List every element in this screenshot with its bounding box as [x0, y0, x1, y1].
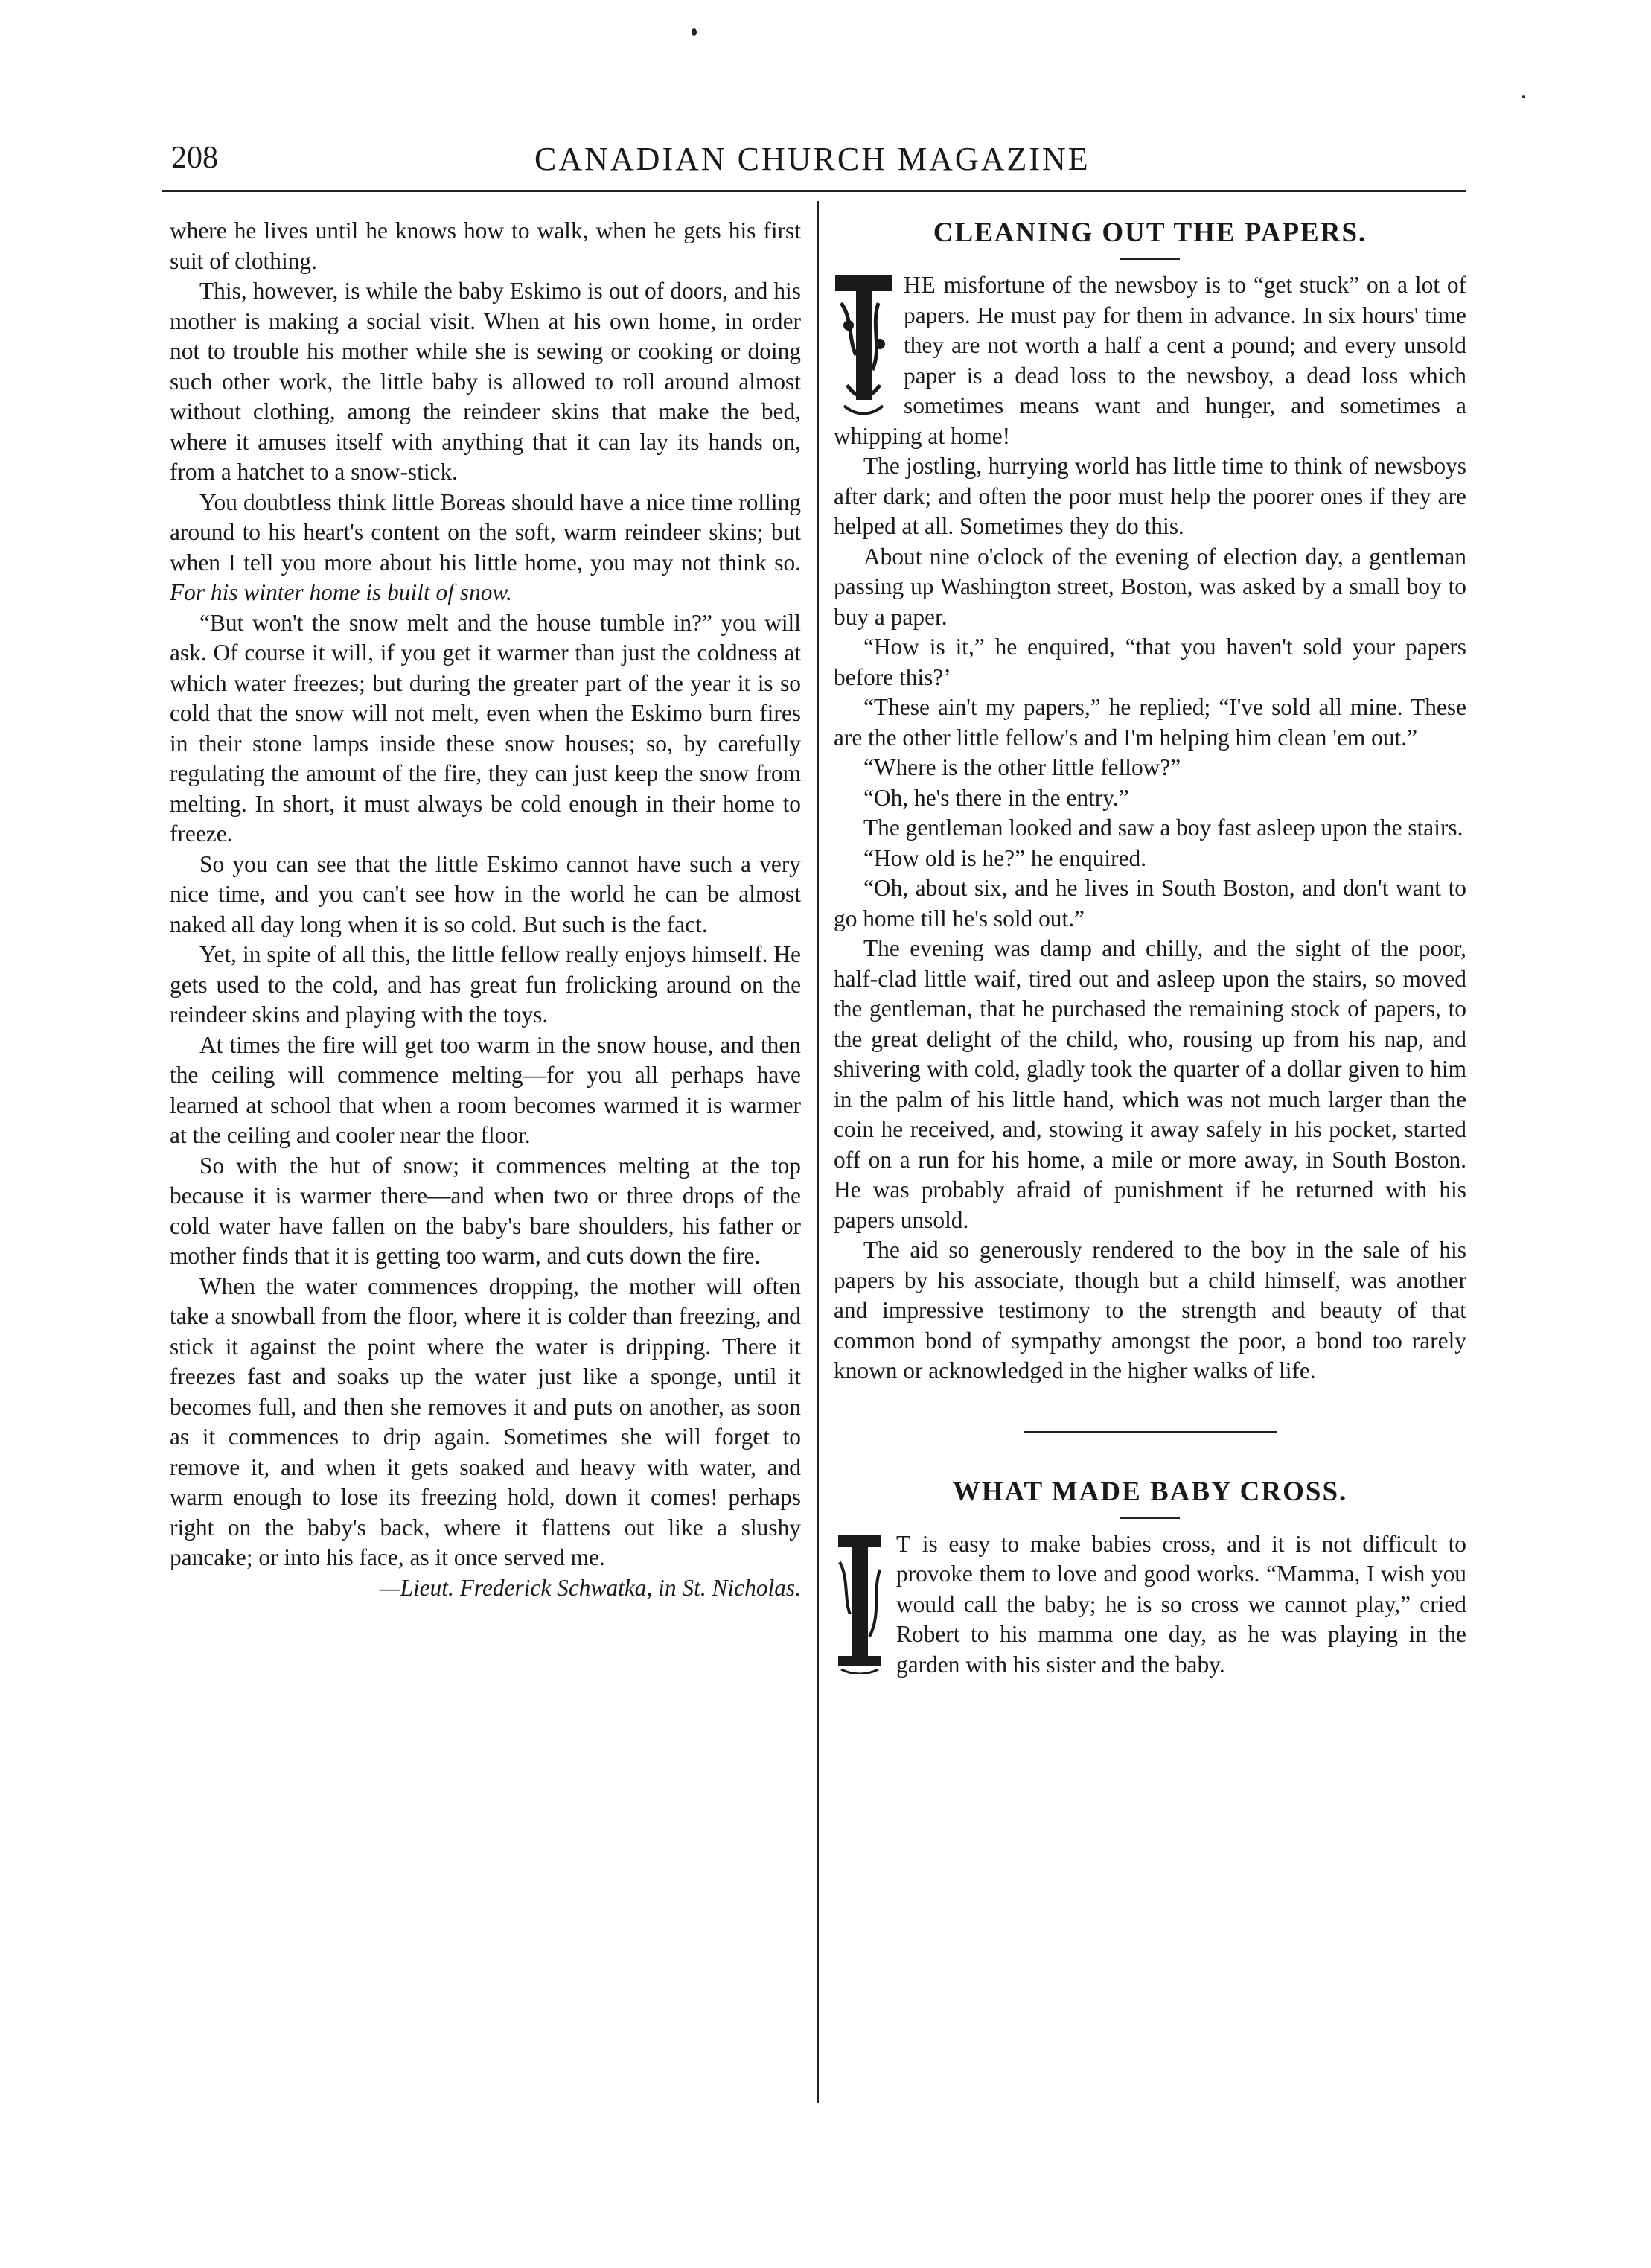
ornamental-dropcap	[834, 273, 893, 418]
header-rule	[162, 190, 1466, 192]
first-word: HE	[904, 272, 936, 298]
right-column	[834, 216, 1466, 1680]
paragraph: The gentleman looked and saw a boy fast asleep upon the stairs.	[863, 815, 1463, 841]
page-number: 208	[171, 141, 218, 175]
article-title: WHAT MADE BABY CROSS.	[952, 1476, 1348, 1507]
ornamental-dropcap	[834, 1532, 886, 1674]
paragraph: where he lives until he knows how to walk, when he gets his first suit of clothing.	[170, 217, 801, 274]
title-rule	[1120, 258, 1180, 260]
dropcap-letter	[834, 269, 893, 403]
paragraph: “How old is he?” he enquired.	[863, 844, 1147, 871]
paragraph: At times the fire will get too warm in the snow house, and then the ceiling will commence melting—for you all perhaps have learned at school that when a room becomes warmed it is warmer at the ceiling and cooler near the floor.	[170, 1031, 801, 1148]
paragraph	[170, 488, 801, 608]
paragraph: When the water commences dropping, the mother will often take a snowball from the floor, where it is colder than freezing, and stick it against the point where the water is dripping. There it freezes fast and soaks up the water just like a sponge, until it becomes full, and then she removes it and puts on another, as soon as it commences to drip again. Sometimes she will forget to remove it, and when it gets soaked and heavy with water, and warm enough to lose its freezing hold, down it comes! perhaps right on the baby's back, where it flattens out like a slushy pancake; or into his face, as it once served me.	[170, 1272, 801, 1570]
title-rule	[1120, 1517, 1180, 1519]
print-speck	[692, 28, 697, 36]
left-column	[170, 216, 801, 1603]
paragraph: So with the hut of snow; it commences melting at the top because it is warmer there—and when two or three drops of the cold water have fallen on the baby's bare shoulders, his father or mother finds that it is getting too warm, and cuts down the fire.	[170, 1152, 801, 1269]
italic-emphasis: For his winter home is built of snow.	[170, 579, 512, 605]
paragraph: The aid so generously rendered to the boy in the sale of his papers by his associate, though but a child himself, was another and impressive testimony to the strength and beauty of that common bond of sympathy amongst the poor, a bond too rarely known or acknowledged in the higher walks of life.	[834, 1237, 1466, 1383]
paragraph: Yet, in spite of all this, the little fellow really enjoys himself. He gets used to the cold, and has great fun frolicking around on the reindeer skins and playing with the toys.	[170, 941, 801, 1028]
paragraph: About nine o'clock of the evening of election day, a gentleman passing up Washington street, Boston, was asked by a small boy to buy a paper.	[834, 543, 1466, 630]
paragraph: “How is it,” he enquired, “that you haven't sold your papers before this?’	[834, 634, 1466, 690]
paragraph: “But won't the snow melt and the house tumble in?” you will ask. Of course it will, if you get it warmer than just the coldness at which water freezes; but during the greater part of the year it is so cold that the snow will not melt, even when the Eskimo burn fires in their stone lamps inside these snow houses; so, by carefully regulating the amount of the fire, they can just keep the snow from melting. In short, it must always be cold enough in their home to freeze.	[170, 609, 801, 847]
column-divider	[817, 201, 819, 2103]
citation: —Lieut. Frederick Schwatka, in St. Nicholas.	[379, 1574, 801, 1601]
first-word: T	[896, 1530, 912, 1557]
dropcap-letter	[834, 1528, 886, 1662]
paragraph: The evening was damp and chilly, and the sight of the poor, half-clad little waif, tired out and asleep upon the stairs, so moved the gentleman, that he purchased the remaining stock of papers, to the great delight of the child, who, rousing up from his nap, and shivering with cold, gladly took the quarter of a dollar given to him in the palm of his little hand, which was not much larger than the coin he received, and, stowing it away safely in his pocket, started off on a run for his home, a mile or more away, in South Boston. He was probably afraid of punishment if he returned with his papers unsold.	[834, 935, 1466, 1233]
paragraph: “Where is the other little fellow?”	[863, 754, 1181, 780]
paragraph: “Oh, about six, and he lives in South Boston, and don't want to go home till he's sold out.”	[834, 875, 1466, 931]
paragraph	[834, 270, 1466, 451]
paragraph	[834, 1529, 1466, 1681]
page-header	[162, 140, 1465, 185]
article-title: CLEANING OUT THE PAPERS.	[933, 217, 1367, 248]
section-break-rule	[1024, 1431, 1277, 1433]
running-title: CANADIAN CHURCH MAGAZINE	[534, 141, 1090, 177]
paragraph: So you can see that the little Eskimo cannot have such a very nice time, and you can't see how in the world he can be almost naked all day long when it is so cold. But such is the fact.	[170, 850, 801, 937]
paragraph-text: misfortune of the newsboy is to “get stuck” on a lot of papers. He must pay for them in advance. In six hours' time they are not worth a half a cent a pound; and every unsold paper is a dead loss to the newsboy, a dead loss which sometimes means want and hunger, and sometimes a whipping at home!	[834, 272, 1466, 449]
paragraph: This, however, is while the baby Eskimo is out of doors, and his mother is making a social visit. When at his own home, in order not to trouble his mother while she is sewing or cooking or doing such other work, the little baby is allowed to roll around almost without clothing, among the reindeer skins that make the bed, where it amuses itself with anything that it can lay its hands on, from a hatchet to a snow-stick.	[170, 278, 801, 485]
paragraph: “Oh, he's there in the entry.”	[863, 784, 1129, 811]
paragraph-text: is easy to make babies cross, and it is not difficult to provoke them to love and good works. “Mamma, I wish you would call the baby; he is so cross we cannot play,” cried Robert to his mamma one day, as he was playing in the garden with his sister and the baby.	[896, 1530, 1466, 1678]
paragraph: “These ain't my papers,” he replied; “I've sold all mine. These are the other little fellow's and I'm helping him clean 'em out.”	[834, 694, 1466, 751]
print-speck	[1522, 95, 1525, 98]
paragraph-text: You doubtless think little Boreas should have a nice time rolling around to his heart's content on the soft, warm reindeer skins; but when I tell you more about his little home, you may not think so.	[170, 488, 801, 576]
paragraph: The jostling, hurrying world has little time to think of newsboys after dark; and often the poor must help the poorer ones if they are helped at all. Sometimes they do this.	[834, 453, 1466, 539]
